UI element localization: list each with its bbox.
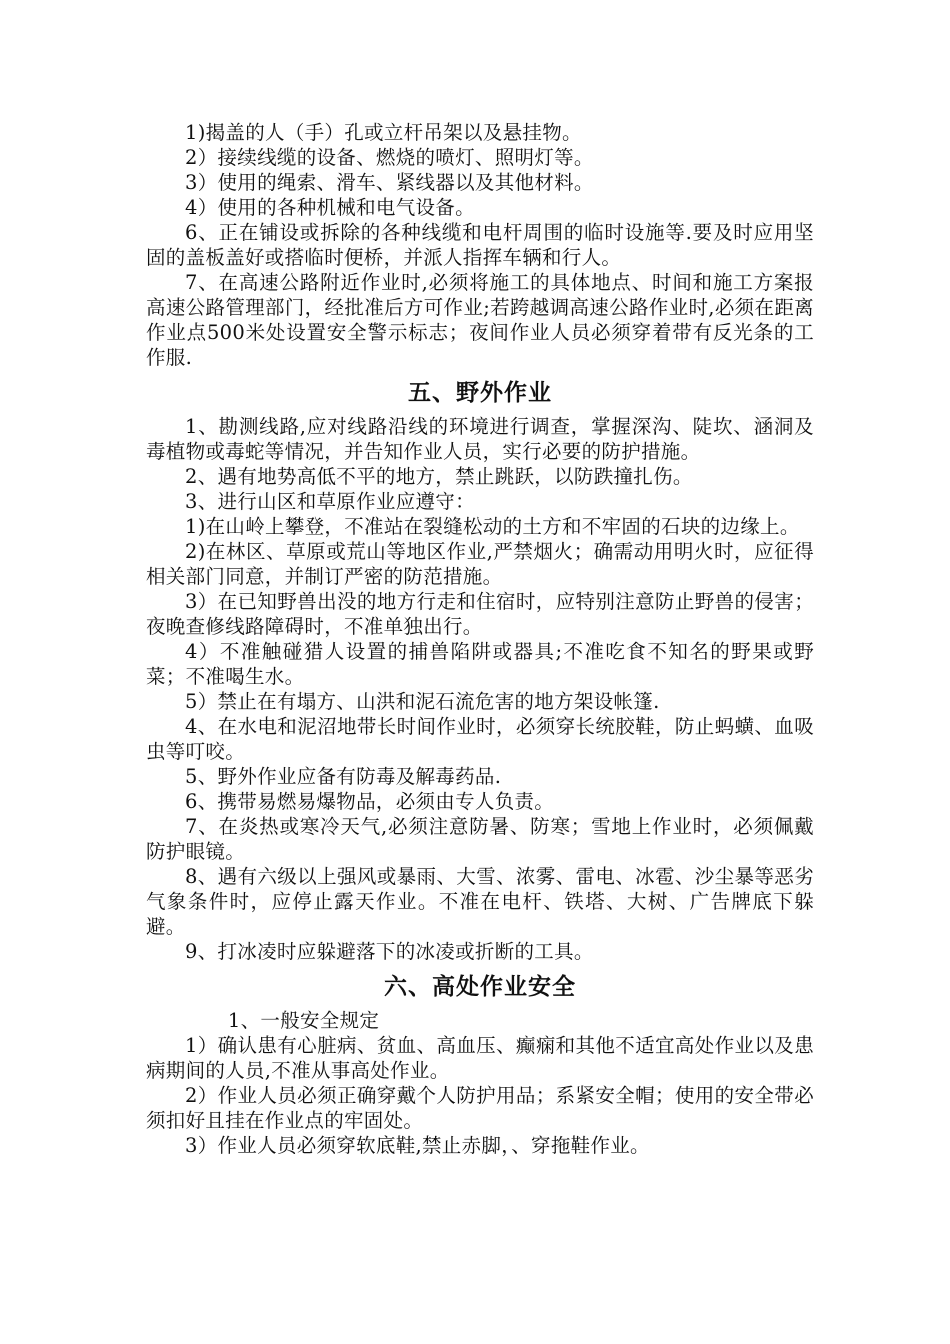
paragraph: 7、在炎热或寒冷天气,必须注意防暑、防寒；雪地上作业时，必须佩戴防护眼镜。 bbox=[146, 815, 814, 863]
paragraph: 2）作业人员必须正确穿戴个人防护用品；系紧安全帽；使用的安全带必须扣好且挂在作业点的牢固处。 bbox=[146, 1084, 814, 1132]
paragraph: 4）不准触碰猎人设置的捕兽陷阱或器具;不准吃食不知名的野果或野菜；不准喝生水。 bbox=[146, 640, 814, 688]
paragraph: 5、野外作业应备有防毒及解毒药品. bbox=[185, 765, 502, 788]
paragraph: 1)揭盖的人（手）孔或立杆吊架以及悬挂物。 bbox=[185, 121, 582, 144]
paragraph: 1)在山岭上攀登，不准站在裂缝松动的土方和不牢固的石块的边缘上。 bbox=[185, 515, 800, 538]
document-page bbox=[146, 120, 814, 1158]
paragraph: 3）在已知野兽出没的地方行走和住宿时，应特别注意防止野兽的侵害；夜晚查修线路障碍时，不准单独出行。 bbox=[146, 590, 814, 638]
section-heading-field-work: 五、野外作业 bbox=[408, 380, 552, 406]
paragraph: 3）作业人员必须穿软底鞋,禁止赤脚，、穿拖鞋作业。 bbox=[185, 1134, 650, 1157]
section-heading-work-at-height: 六、高处作业安全 bbox=[384, 974, 576, 1000]
paragraph: 7、在高速公路附近作业时,必须将施工的具体地点、时间和施工方案报高速公路管理部门，经批准后方可作业;若跨越调高速公路作业时,必须在距离作业点500米处设置安全警示标志；夜间作业人员必须穿着带有反光条的工作服. bbox=[146, 271, 814, 369]
paragraph: 3）使用的绳索、滑车、紧线器以及其他材料。 bbox=[185, 171, 594, 194]
paragraph: 8、遇有六级以上强风或暴雨、大雪、浓雾、雷电、冰雹、沙尘暴等恶劣气象条件时，应停止露天作业。不准在电杆、铁塔、大树、广告牌底下躲避。 bbox=[146, 865, 814, 938]
paragraph: 1、勘测线路,应对线路沿线的环境进行调查，掌握深沟、陡坎、涵洞及毒植物或毒蛇等情况，并告知作业人员，实行必要的防护措施。 bbox=[146, 415, 814, 463]
paragraph: 4）使用的各种机械和电气设备。 bbox=[185, 196, 475, 219]
paragraph: 2)在林区、草原或荒山等地区作业,严禁烟火；确需动用明火时，应征得相关部门同意，并制订严密的防范措施。 bbox=[146, 540, 814, 588]
paragraph: 9、打冰凌时应躲避落下的冰凌或折断的工具。 bbox=[185, 940, 594, 963]
paragraph: 1）确认患有心脏病、贫血、高血压、癫痫和其他不适宜高处作业以及患病期间的人员,不准从事高处作业。 bbox=[146, 1034, 814, 1082]
paragraph: 4、在水电和泥沼地带长时间作业时，必须穿长统胶鞋，防止蚂蟥、血吸虫等叮咬。 bbox=[146, 715, 814, 763]
paragraph: 6、携带易燃易爆物品，必须由专人负责。 bbox=[185, 790, 555, 813]
paragraph: 6、正在铺设或拆除的各种线缆和电杆周围的临时设施等.要及时应用坚固的盖板盖好或搭临时便桥，并派人指挥车辆和行人。 bbox=[146, 221, 814, 269]
paragraph: 3、进行山区和草原作业应遵守： bbox=[185, 490, 475, 513]
paragraph: 2、遇有地势高低不平的地方，禁止跳跃，以防跌撞扎伤。 bbox=[185, 465, 693, 488]
paragraph: 2）接续线缆的设备、燃烧的喷灯、照明灯等。 bbox=[185, 146, 594, 169]
paragraph: 5）禁止在有塌方、山洪和泥石流危害的地方架设帐篷. bbox=[185, 690, 660, 713]
subsection-title: 1、一般安全规定 bbox=[227, 1009, 380, 1032]
